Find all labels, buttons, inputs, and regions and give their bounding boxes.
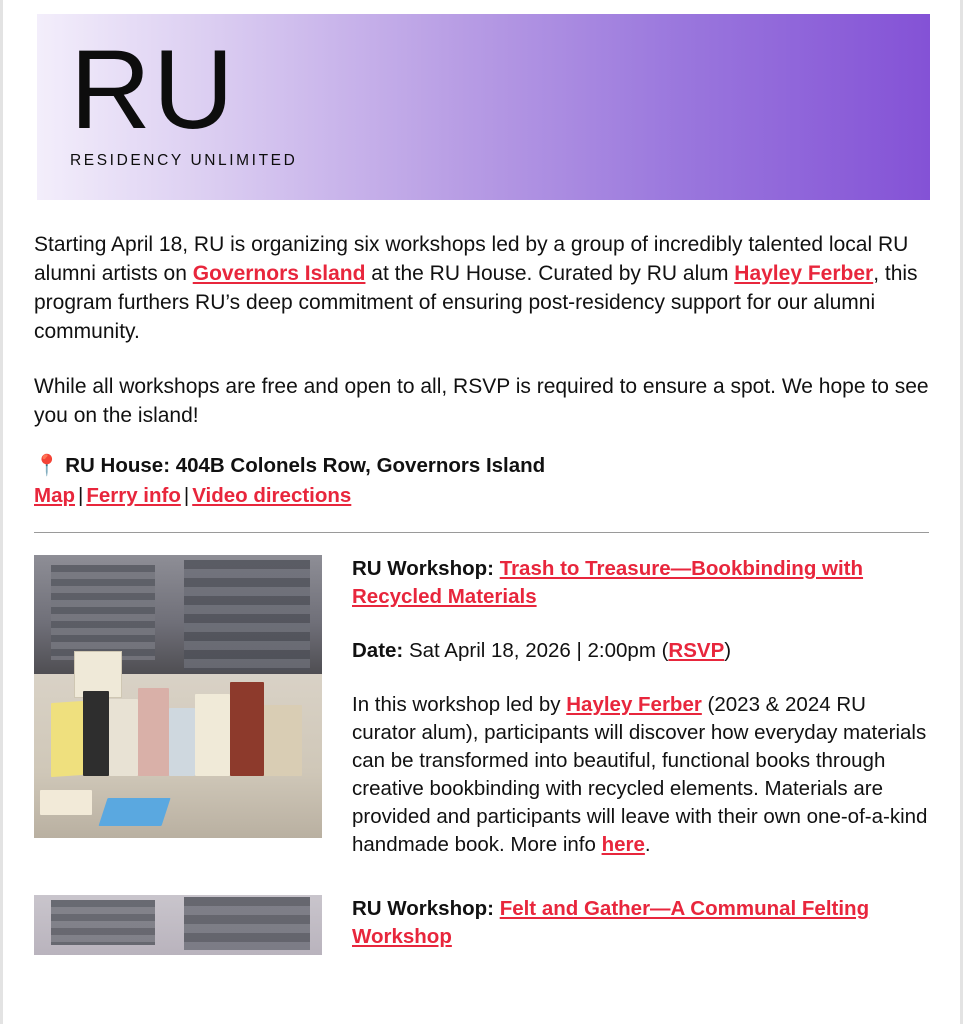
venue-address: [34, 452, 929, 480]
workshop-details: [352, 555, 929, 859]
photo-book-3: [109, 699, 138, 775]
workshop-title: [352, 895, 929, 951]
desc-text-2: (2023 & 2024 RU curator alum), participants will discover how everyday materials can be transformed into beautiful, functional books through creative bookbinding with recycled elements. Materials are provided and participants will leave with their own one-of-a-kind handmade book. More info: [352, 693, 928, 856]
workshop-date: [352, 637, 929, 665]
photo-book-8: [264, 705, 301, 776]
workshop-thumbnail[interactable]: [34, 895, 322, 955]
workshop-thumbnail[interactable]: [34, 555, 322, 838]
video-directions-link[interactable]: Video directions: [192, 484, 352, 507]
section-divider: [34, 532, 929, 533]
intro-text: [34, 230, 929, 430]
date-close-paren: ): [724, 639, 732, 662]
photo-book-9: [40, 790, 92, 815]
instructor-link[interactable]: Hayley Ferber: [566, 693, 702, 716]
intro-p1-text-3: , this program furthers RU’s deep commitment of ensuring post-residency support for our alumni community.: [34, 262, 918, 343]
photo-book-2: [83, 691, 109, 776]
intro-paragraph-1: [34, 230, 929, 346]
ru-logo: [70, 27, 298, 170]
workshop-title: [352, 555, 929, 611]
photo-book-1: [51, 701, 83, 777]
photo-book-10: [99, 798, 172, 826]
workshop-details: [352, 895, 929, 955]
desc-text-3: .: [644, 833, 651, 856]
intro-p1-text-2: at the RU House. Curated by RU alum: [365, 262, 735, 285]
governors-island-link[interactable]: Governors Island: [192, 262, 366, 285]
photo-window-background: [34, 895, 322, 955]
photo-book-4: [138, 688, 170, 776]
venue-links: [34, 482, 929, 510]
header-banner: [37, 14, 930, 200]
hayley-ferber-link[interactable]: Hayley Ferber: [734, 262, 874, 285]
logo-wordmark: RU: [70, 27, 236, 152]
ferry-info-link[interactable]: Ferry info: [86, 484, 181, 507]
map-link[interactable]: Map: [34, 484, 75, 507]
photo-book-7: [230, 682, 265, 775]
workshop-item: [34, 895, 929, 955]
workshop-item: [34, 555, 929, 859]
workshop-label: RU Workshop:: [352, 897, 494, 920]
date-value: Sat April 18, 2026 | 2:00pm (: [403, 639, 669, 662]
logo-tagline: RESIDENCY UNLIMITED: [70, 152, 298, 169]
more-info-here-link[interactable]: here: [601, 833, 645, 856]
workshop-title-link[interactable]: Felt and Gather—A Communal Felting Workshop: [352, 897, 870, 948]
workshop-label: RU Workshop:: [352, 557, 494, 580]
desc-text-1: In this workshop led by: [352, 693, 567, 716]
rsvp-link[interactable]: RSVP: [668, 639, 725, 662]
link-separator-2: |: [183, 484, 190, 507]
photo-book-6: [195, 694, 230, 776]
intro-paragraph-2: While all workshops are free and open to all, RSVP is required to ensure a spot. We hope to see you on the island!: [34, 375, 929, 427]
venue-address-text: RU House: 404B Colonels Row, Governors Island: [65, 454, 546, 477]
photo-book-5: [169, 708, 195, 776]
intro-p1-text-1: Starting April 18, RU is organizing six workshops led by a group of incredibly talented local RU alumni artists on: [34, 233, 909, 285]
workshop-title-link[interactable]: Trash to Treasure—Bookbinding with Recycled Materials: [352, 557, 864, 608]
location-pin-icon: 📍: [34, 454, 60, 477]
date-label: Date:: [352, 639, 404, 662]
link-separator-1: |: [78, 484, 84, 507]
workshop-description: [352, 691, 929, 859]
